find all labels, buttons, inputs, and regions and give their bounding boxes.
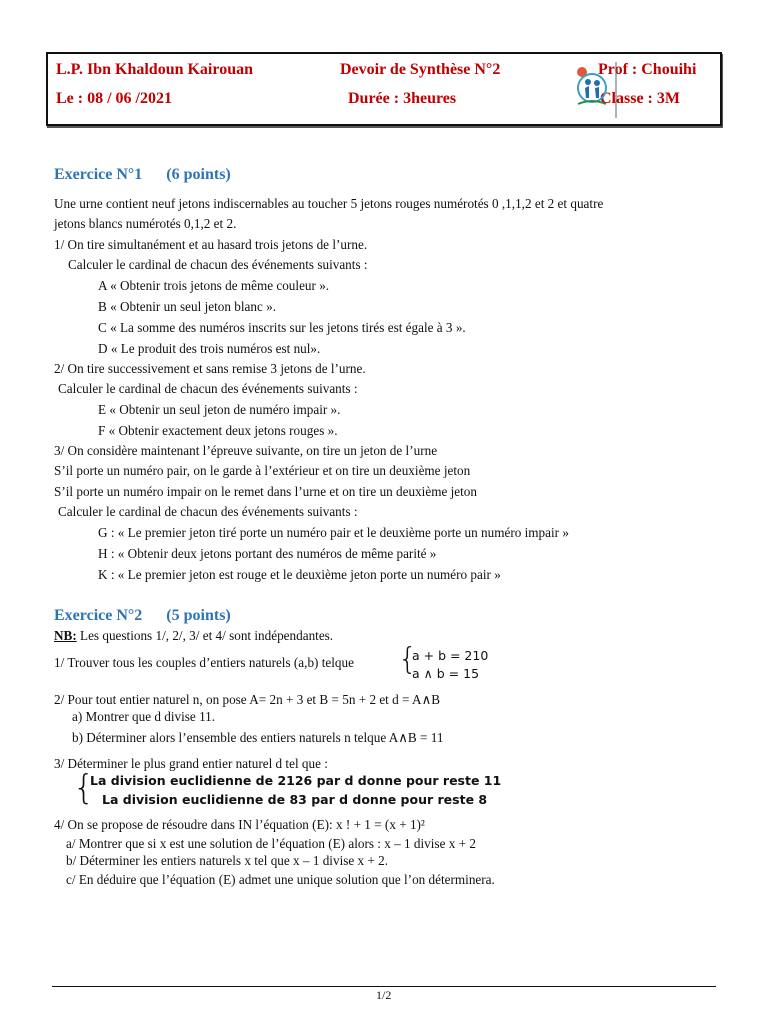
header-box [46,52,722,126]
exercise-1-title [54,166,231,184]
ex1-line: Calculer le cardinal de chacun des événements suivants : [58,381,358,396]
exam-duration: Durée : 3heures [348,90,457,107]
ex2-question-3: 3/ Déterminer le plus grand entier naturel d tel que : [54,756,328,771]
exercise-1-points: (6 points) [166,166,231,183]
ex1-event-c: C « La somme des numéros inscrits sur les jetons tirés est égale à 3 ». [98,320,466,335]
ex2-question-4a: a/ Montrer que si x est une solution de l’équation (E) alors : x – 1 divise x + 2 [66,836,476,851]
school-name: L.P. Ibn Khaldoun Kairouan [56,61,253,78]
system-eq-1: a + b = 210 [412,648,489,663]
system-brace: { [398,642,418,677]
ex1-event-b: B « Obtenir un seul jeton blanc ». [98,299,276,314]
ex2-question-2: 2/ Pour tout entier naturel n, on pose A= 2n + 3 et B = 5n + 2 et d = A∧B [54,692,441,707]
ex1-question-1: 1/ On tire simultanément et au hasard trois jetons de l’urne. [54,237,368,252]
school-logo-icon [568,62,630,118]
ex2-question-4c: c/ En déduire que l’équation (E) admet une unique solution que l’on déterminera. [66,872,495,887]
ex2-nb-note [54,628,333,644]
class-name: Classe : 3M [600,90,680,107]
exam-date: Le : 08 / 06 /2021 [56,90,172,107]
ex1-event-k: K : « Le premier jeton est rouge et le deuxième jeton porte un numéro pair » [98,567,501,582]
system-cond-2: La division euclidienne de 83 par d donne pour reste 8 [102,792,488,807]
exercise-2-title [54,607,231,625]
system-cond-1: La division euclidienne de 2126 par d donne pour reste 11 [90,773,502,788]
ex1-event-d: D « Le produit des trois numéros est nul». [98,341,321,356]
teacher-name: Prof : Chouihi [598,61,697,78]
ex1-question-3: 3/ On considère maintenant l’épreuve suivante, on tire un jeton de l’urne [54,443,438,458]
ex1-event-g: G : « Le premier jeton tiré porte un numéro pair et le deuxième porte un numéro impair » [98,525,569,540]
ex1-line: Une urne contient neuf jetons indiscernables au toucher 5 jetons rouges numérotés 0 ,1,1,2 et 2 et quatre [54,196,604,211]
ex1-event-h: H : « Obtenir deux jetons portant des numéros de même parité » [98,546,437,561]
ex1-line: S’il porte un numéro pair, on le garde à l’extérieur et on tire un deuxième jeton [54,463,471,478]
ex2-question-4b: b/ Déterminer les entiers naturels x tel que x – 1 divise x + 2. [66,853,389,868]
ex1-line: Calculer le cardinal de chacun des événements suivants : [58,504,358,519]
ex1-event-a: A « Obtenir trois jetons de même couleur ». [98,278,330,293]
system-eq-2: a ∧ b = 15 [412,666,480,681]
system-brace: { [73,768,95,808]
ex1-line: Calculer le cardinal de chacun des événements suivants : [68,257,368,272]
ex2-question-2b: b) Déterminer alors l’ensemble des entiers naturels n telque A∧B = 11 [72,730,444,745]
exercise-1-label: Exercice N°1 [54,166,143,183]
ex1-question-2: 2/ On tire successivement et sans remise 3 jetons de l’urne. [54,361,366,376]
ex2-question-2a: a) Montrer que d divise 11. [72,709,216,724]
exercise-2-label: Exercice N°2 [54,607,143,624]
exam-title: Devoir de Synthèse N°2 [340,61,501,78]
ex1-event-e: E « Obtenir un seul jeton de numéro impair ». [98,402,341,417]
ex1-line: S’il porte un numéro impair on le remet dans l’urne et on tire un deuxième jeton [54,484,477,499]
ex1-event-f: F « Obtenir exactement deux jetons rouges ». [98,423,338,438]
ex2-question-1: 1/ Trouver tous les couples d’entiers naturels (a,b) telque [54,655,354,670]
ex1-line: jetons blancs numérotés 0,1,2 et 2. [54,216,237,231]
footer-divider [52,986,716,987]
nb-text: Les questions 1/, 2/, 3/ et 4/ sont indépendantes. [76,628,334,643]
page-number: 1/2 [376,988,392,1002]
ex2-question-4: 4/ On se propose de résoudre dans IN l’équation (E): x ! + 1 = (x + 1)² [54,817,425,832]
exercise-2-points: (5 points) [166,607,231,624]
nb-label: NB: [54,628,77,643]
